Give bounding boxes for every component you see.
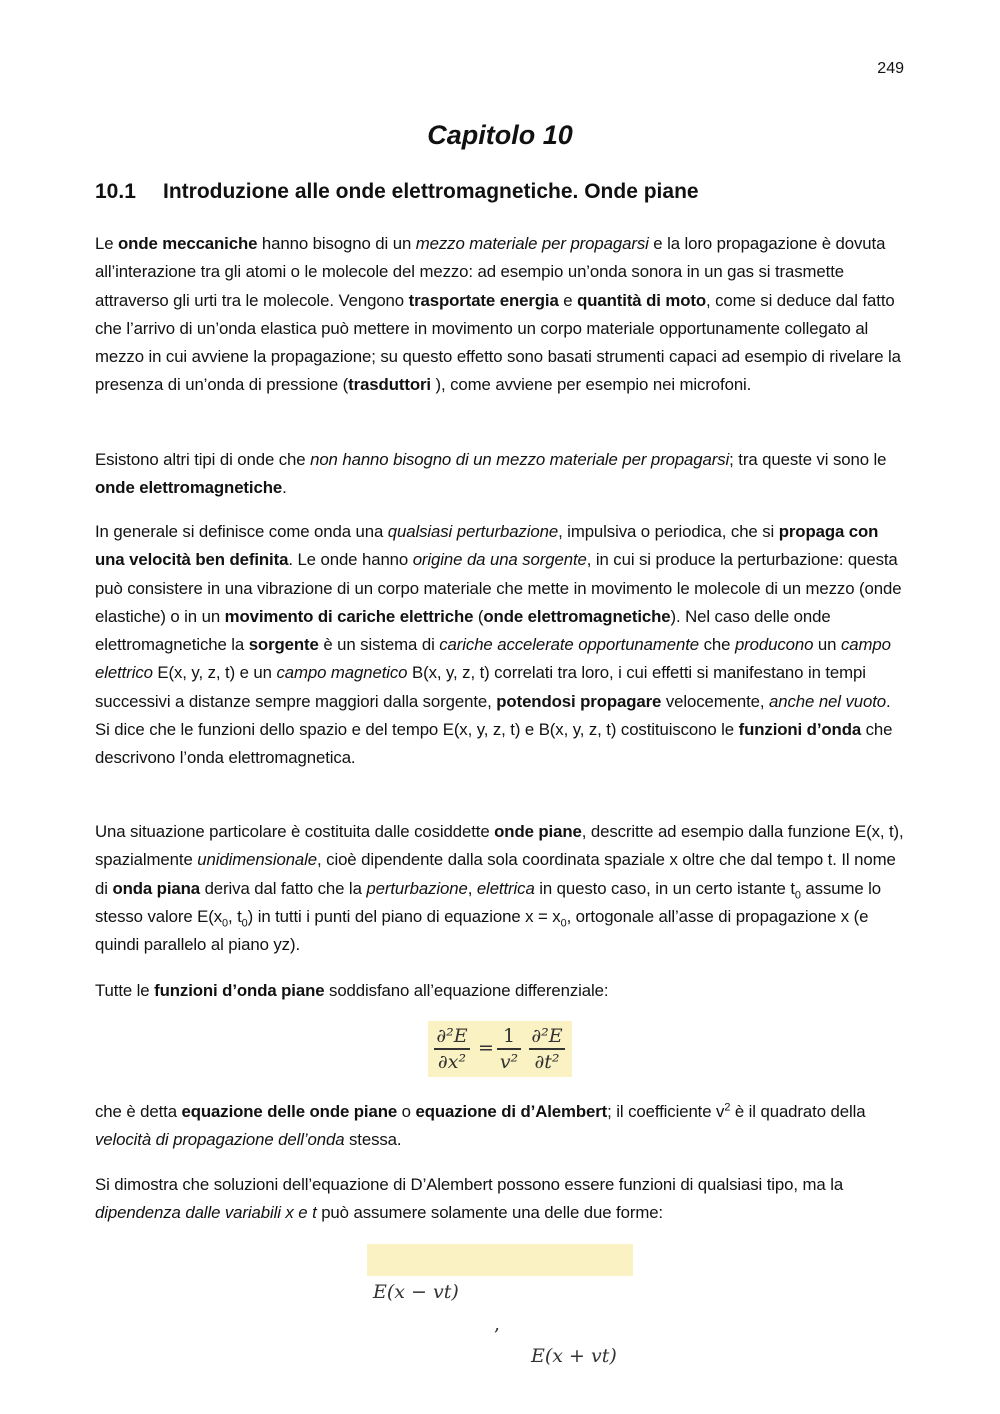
text-run: ( bbox=[473, 606, 484, 626]
text-run: , impulsiva o periodica, che si bbox=[558, 522, 779, 541]
bold-text: onde meccaniche bbox=[118, 234, 258, 253]
bold-text: funzioni d’onda piane bbox=[154, 981, 325, 1000]
text-run: velocemente, bbox=[661, 691, 770, 711]
text-run: ) in tutti i punti del piano di equazione x = x bbox=[247, 906, 561, 926]
bold-text: sorgente bbox=[248, 635, 319, 655]
text-run: soddisfano all’equazione differenziale: bbox=[324, 981, 609, 1000]
italic-text: qualsiasi perturbazione bbox=[387, 522, 559, 541]
section-title: Introduzione alle onde elettromagnetiche. Onde piane bbox=[163, 180, 699, 203]
text-run: . bbox=[282, 478, 287, 498]
text-run: . Le onde hanno bbox=[288, 550, 413, 570]
text-run: e la loro propagazione è dovuta all’interazione tra gli atomi o le molecole del mezzo: ad esempio un’onda sonora in un gas si trasmette attraverso gli urti tra le molecole. Vengono bbox=[95, 234, 886, 310]
bold-text: trasportate energia bbox=[408, 290, 559, 310]
italic-text: anche nel vuoto bbox=[769, 691, 887, 711]
coefficient-fraction bbox=[496, 1024, 522, 1074]
subscript: 0 bbox=[794, 888, 801, 901]
rhs-fraction bbox=[528, 1024, 566, 1074]
paragraph-mechanical-waves bbox=[95, 230, 907, 400]
text-run: In generale si definisce come onda una bbox=[95, 522, 388, 541]
text-run: è un sistema di bbox=[318, 635, 440, 655]
paragraph-dalembert bbox=[95, 1098, 907, 1155]
text-run: ), come avviene per esempio nei microfoni. bbox=[430, 375, 752, 395]
paragraph-solutions bbox=[95, 1171, 907, 1228]
lhs-denominator: ∂x² bbox=[437, 1050, 467, 1073]
text-run: e bbox=[558, 290, 578, 310]
bold-text: potendosi propagare bbox=[496, 691, 662, 711]
text-run: che bbox=[699, 635, 735, 655]
paragraph-wave-definition bbox=[95, 518, 907, 773]
text-run: ; tra queste vi sono le bbox=[729, 450, 887, 469]
bold-text: trasduttori bbox=[348, 375, 431, 395]
text-run: , ortogonale all’asse di propagazione x (e quindi parallelo al piano yz). bbox=[95, 906, 869, 955]
text-run: , come si deduce dal fatto che l’arrivo di un’onda elastica può mettere in movimento un corpo materiale opportunamente collegato al mezzo in cui avviene la propagazione; su questo effetto sono basati strumenti capaci ad esempio di rivelare la presenza di un’onda di pressione ( bbox=[95, 290, 901, 395]
text-run: . Si dice che le funzioni dello spazio e del tempo E(x, y, z, t) e B(x, y, z, t) costituiscono le bbox=[95, 691, 891, 740]
page-number: 249 bbox=[877, 60, 904, 77]
italic-text: origine da una sorgente bbox=[412, 550, 587, 570]
text-run: in questo caso, in un certo istante t bbox=[534, 878, 795, 898]
solution-b: E(x + vt) bbox=[531, 1345, 617, 1367]
equals-sign: = bbox=[478, 1037, 494, 1059]
italic-text: cariche accelerate opportunamente bbox=[439, 635, 700, 655]
text-run: , cioè dipendente dalla sola coordinata spaziale x oltre che dal tempo t. Il nome di bbox=[95, 850, 896, 898]
section-heading bbox=[95, 180, 699, 204]
chapter-title: Capitolo 10 bbox=[427, 120, 573, 150]
text-run: un bbox=[813, 635, 841, 655]
text-run: che è detta bbox=[95, 1102, 182, 1121]
subscript: 0 bbox=[560, 917, 567, 930]
lhs-numerator: ∂²E bbox=[436, 1025, 468, 1047]
bold-text: onde elettromagnetiche bbox=[95, 478, 283, 498]
bold-text: onda piana bbox=[112, 878, 201, 898]
italic-text: velocità di propagazione dell’onda bbox=[95, 1130, 345, 1150]
rhs-numerator: ∂²E bbox=[531, 1025, 563, 1047]
italic-text: dipendenza dalle variabili x e t bbox=[95, 1203, 317, 1223]
text-run: può assumere solamente una delle due forme: bbox=[316, 1203, 663, 1223]
text-run: Le bbox=[95, 234, 119, 253]
solution-separator: , bbox=[494, 1313, 501, 1335]
text-run: ; il coefficiente v bbox=[607, 1102, 725, 1121]
italic-text: perturbazione bbox=[366, 878, 468, 898]
text-run: Si dimostra che soluzioni dell’equazione di D’Alembert possono essere funzioni di qualsiasi tipo, ma la bbox=[95, 1175, 844, 1194]
italic-text: elettrica bbox=[476, 878, 535, 898]
section-number: 10.1 bbox=[95, 180, 136, 203]
italic-text: non hanno bisogno di un mezzo materiale per propagarsi bbox=[310, 450, 730, 469]
paragraph-plane-waves bbox=[95, 818, 907, 959]
bold-text: onde elettromagnetiche bbox=[483, 606, 671, 626]
text-run: o bbox=[397, 1102, 416, 1121]
text-run: Tutte le bbox=[95, 981, 155, 1000]
superscript: 2 bbox=[724, 1101, 731, 1114]
text-run: , bbox=[467, 878, 477, 898]
bold-text: equazione delle onde piane bbox=[181, 1102, 398, 1121]
text-run: hanno bisogno di un bbox=[257, 234, 416, 253]
text-run: B(x, y, z, t) correlati tra loro, i cui effetti si manifestano in tempi successivi a distanze sempre maggiori dalla sorgente, bbox=[95, 663, 866, 711]
bold-text: propaga con una velocità ben definita bbox=[95, 522, 879, 570]
solution-forms bbox=[367, 1244, 633, 1367]
italic-text: producono bbox=[734, 635, 814, 655]
italic-text: campo magnetico bbox=[276, 663, 408, 683]
text-run: Esistono altri tipi di onde che bbox=[95, 450, 311, 469]
text-run: E(x, y, z, t) e un bbox=[152, 663, 277, 683]
text-run: assume lo stesso valore E(x bbox=[95, 878, 882, 926]
text-run: stessa. bbox=[344, 1130, 402, 1150]
subscript: 0 bbox=[241, 917, 248, 930]
coefficient-numerator: 1 bbox=[502, 1025, 516, 1047]
italic-text: campo elettrico bbox=[95, 635, 891, 683]
text-run: che descrivono l’onda elettromagnetica. bbox=[95, 720, 893, 768]
solution-a: E(x − vt) bbox=[373, 1281, 459, 1303]
text-run: è il quadrato della bbox=[730, 1102, 866, 1121]
bold-text: quantità di moto bbox=[577, 290, 706, 310]
coefficient-denominator: v² bbox=[499, 1050, 519, 1073]
italic-text: unidimensionale bbox=[197, 850, 318, 870]
italic-text: mezzo materiale per propagarsi bbox=[415, 234, 649, 253]
bold-text: onde piane bbox=[494, 822, 582, 841]
rhs-denominator: ∂t² bbox=[534, 1050, 560, 1073]
wave-equation bbox=[428, 1021, 572, 1077]
text-run: ). Nel caso delle onde elettromagnetiche la bbox=[95, 606, 831, 655]
text-run: deriva dal fatto che la bbox=[200, 878, 367, 898]
paragraph-wave-equation-intro bbox=[95, 977, 907, 1005]
bold-text: movimento di cariche elettriche bbox=[224, 606, 474, 626]
text-run: Una situazione particolare è costituita dalle cosiddette bbox=[95, 822, 495, 841]
text-run: , descritte ad esempio dalla funzione E(x, t), spazialmente bbox=[95, 822, 904, 870]
lhs-fraction bbox=[433, 1024, 471, 1074]
subscript: 0 bbox=[222, 917, 228, 930]
paragraph-em-waves bbox=[95, 446, 907, 503]
text-run: , in cui si produce la perturbazione: questa può consistere in una vibrazione di un corpo materiale che mette in movimento le molecole di un mezzo (onde elastiche) o in un bbox=[95, 550, 902, 626]
bold-text: funzioni d’onda bbox=[738, 720, 862, 740]
text-run: , t bbox=[227, 906, 242, 926]
bold-text: equazione di d’Alembert bbox=[415, 1102, 608, 1121]
